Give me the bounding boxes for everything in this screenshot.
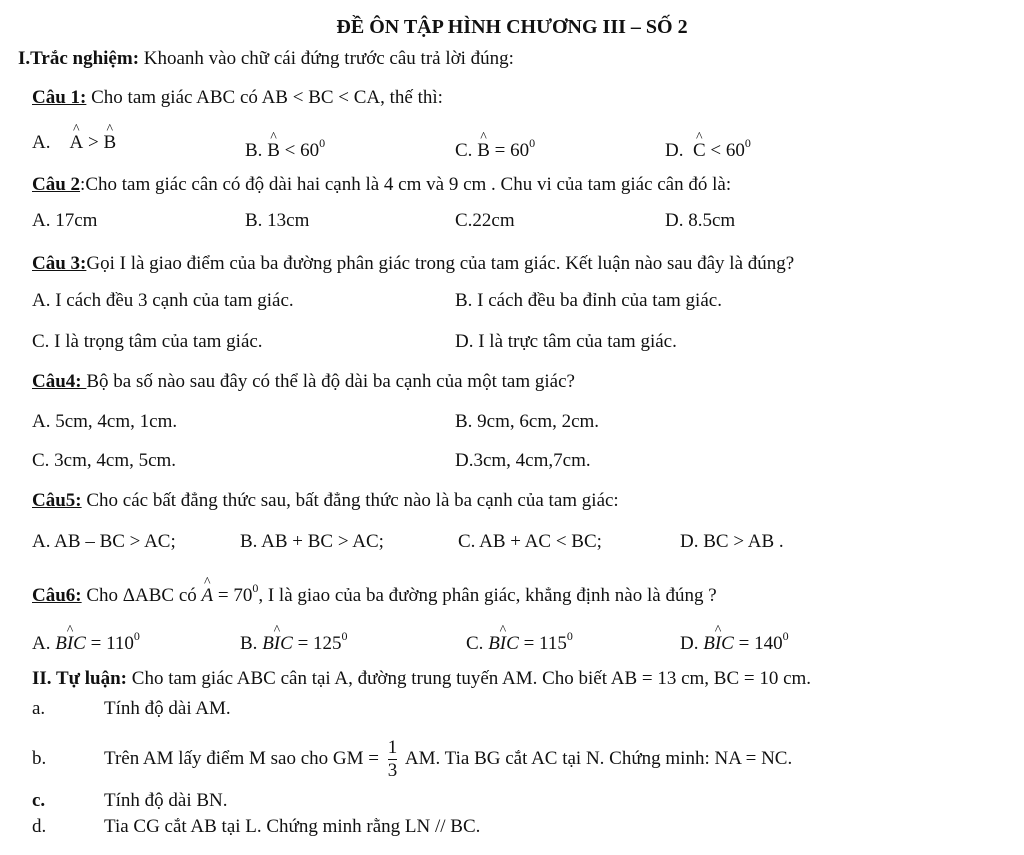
q3-stem [0, 249, 1024, 279]
q3-text: Gọi I là giao điểm của ba đường phân giác trong của tam giác. Kết luận nào sau đây là đúng? [86, 253, 795, 274]
q1-options [0, 128, 1024, 161]
q5-option-b: B. AB + BC > AC; [240, 531, 384, 552]
q4-option-a: A. 5cm, 4cm, 1cm. [32, 411, 178, 432]
q6-angle-a: ^ A [202, 581, 214, 611]
part1-instruction: Khoanh vào chữ cái đứng trước câu trả lời đúng: [139, 48, 514, 69]
q6-option-b: B. B^ IC = $125^0$ [240, 621, 348, 659]
q5-label: Câu5: [32, 490, 82, 511]
q1-option-c: C. ^ $B = 60^0$ [455, 128, 535, 166]
q1-label: Câu 1: [32, 87, 87, 108]
q4-text: Bộ ba số nào sau đây có thể là độ dài ba cạnh của một tam giác? [86, 371, 575, 392]
q5-option-c: C. AB + AC < BC; [458, 531, 602, 552]
q3-option-c: C. I là trọng tâm của tam giác. [32, 331, 263, 352]
q5-text: Cho các bất đẳng thức sau, bất đẳng thức nào là ba cạnh của tam giác: [81, 490, 619, 511]
part2-text: Cho tam giác ABC cân tại A, đường trung tuyến AM. Cho biết AB = 13 cm, BC = 10 cm. [127, 668, 812, 689]
part1-label: I.Trắc nghiệm: [18, 48, 140, 69]
q3-option-a: A. I cách đều 3 cạnh của tam giác. [32, 290, 294, 311]
q4-option-c: C. 3cm, 4cm, 5cm. [32, 450, 177, 471]
q3-options-row1 [0, 286, 1024, 316]
q4-options-row1 [0, 407, 1024, 437]
q2-options [0, 206, 1024, 236]
q6-stem: Câu6: Cho ΔABC có ^ $A = 70^0$, I là giao của ba đường phân giác, khẳng định nào là đúng ? [0, 573, 1024, 603]
q5-stem [0, 486, 1024, 516]
part2-heading [0, 664, 1024, 694]
q4-options-row2 [0, 446, 1024, 476]
part2-item-c: c. Tính độ dài BN. [32, 790, 228, 811]
part2-label: II. Tự luận: [32, 668, 128, 689]
q3-options-row2 [0, 327, 1024, 357]
q2-label: Câu 2 [32, 174, 81, 195]
q2-option-a: A. 17cm [32, 210, 98, 231]
q3-option-d: D. I là trực tâm của tam giác. [455, 331, 677, 352]
part1-heading [0, 44, 1024, 74]
q6-options [0, 621, 1024, 654]
part2-item-b: b. Trên AM lấy điểm M sao cho GM = $\frac{1}{3}$ AM. Tia BG cắt AC tại N. Chứng minh: NA = NC. [32, 737, 793, 782]
q5-option-d: D. BC > AB . [680, 531, 784, 552]
q3-option-b: B. I cách đều ba đỉnh của tam giác. [455, 290, 722, 311]
q6-option-d: D. B^ IC = $140^0$ [680, 621, 789, 659]
q6-label: Câu6: [32, 585, 82, 606]
q1-stem [0, 83, 1024, 113]
q3-label: Câu 3: [32, 253, 87, 274]
q2-stem [0, 170, 1024, 200]
part2-item-d: d. Tia CG cắt AB tại L. Chứng minh rằng LN // BC. [32, 816, 481, 837]
part2-item-a: a. Tính độ dài AM. [32, 698, 231, 719]
q2-option-d: D. 8.5cm [665, 210, 736, 231]
q2-option-c: C.22cm [455, 210, 515, 231]
q1-option-a: A. ^ A > ^ B [32, 128, 116, 158]
q5-option-a: A. AB – BC > AC; [32, 531, 176, 552]
page-title: ĐỀ ÔN TẬP HÌNH CHƯƠNG III – SỐ 2 [336, 16, 688, 38]
q2-text: :Cho tam giác cân có độ dài hai cạnh là 4 cm và 9 cm . Chu vi của tam giác cân đó là: [80, 174, 732, 195]
q4-stem [0, 367, 1024, 397]
q1-option-b: B. ^ $B < 60^0$ [245, 128, 325, 166]
q1-text: Cho tam giác ABC có AB < BC < CA, thế thì: [86, 87, 443, 108]
q1-option-d: D. ^ $C < 60^0$ [665, 128, 751, 166]
q6-option-c: C. B^ IC = $115^0$ [466, 621, 573, 659]
fraction-one-third: $\frac{1}{3}$ [387, 737, 398, 782]
q4-option-d: D.3cm, 4cm,7cm. [455, 450, 591, 471]
q2-option-b: B. 13cm [245, 210, 310, 231]
q4-option-b: B. 9cm, 6cm, 2cm. [455, 411, 600, 432]
q5-options [0, 527, 1024, 557]
q4-label: Câu4: [32, 371, 87, 392]
q6-option-a: A. B^ IC = $110^0$ [32, 621, 140, 659]
